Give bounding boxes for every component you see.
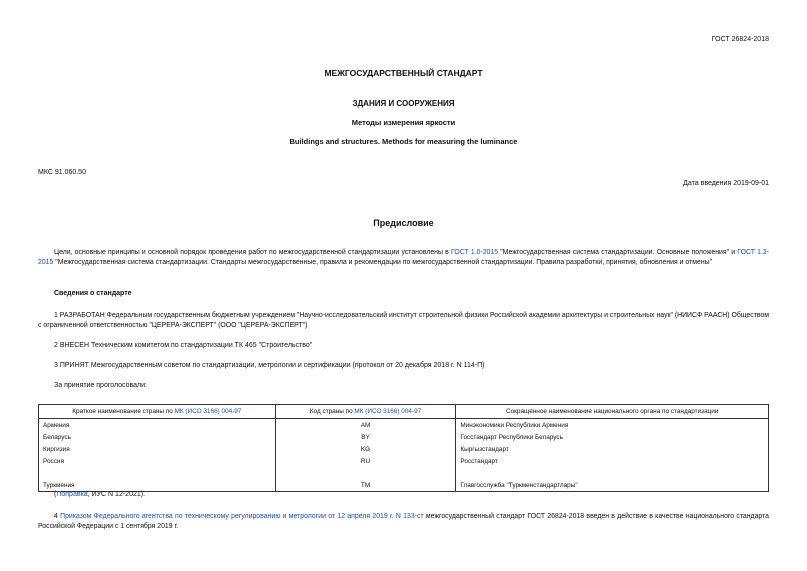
order-link[interactable]: Приказом Федерального агентства по техническому регулированию и метрологии от 12 апреля 2019 г. N 133-ст bbox=[60, 513, 424, 520]
foreword-title: Предисловие bbox=[373, 218, 434, 228]
introduction-date: Дата введения 2019-09-01 bbox=[683, 180, 769, 187]
column-header-country-text: Краткое наименование страны по bbox=[72, 408, 175, 415]
foreword-text-1: Цели, основные принципы и основной порядок проведения работ по межгосударственной стандартизации установлены в bbox=[54, 249, 451, 256]
body-cell: Госстандарт Республики Беларусь bbox=[456, 431, 769, 443]
foreword-text-3: "Межгосударственная система стандартизации. Стандарты межгосударственные, правила и рекомендации по межгосударственной стандартизации. Правила разработки, принятия, обновления и отмены" bbox=[53, 258, 713, 266]
code-cell: AM bbox=[275, 419, 456, 432]
item-2-submitted: 2 ВНЕСЕН Техническим комитетом по стандартизации ТК 465 "Строительство" bbox=[54, 342, 313, 349]
item-3-adopted: 3 ПРИНЯТ Межгосударственным советом по стандартизации, метрологии и сертификации (протокол от 20 декабря 2018 г. N 114-П) bbox=[54, 362, 485, 369]
column-header-code bbox=[275, 405, 456, 419]
body-cell: Главгосслужба "Туркменстандартлары" bbox=[456, 479, 769, 492]
item-1-developed: 1 РАЗРАБОТАН Федеральным государственным бюджетным учреждением "Научно-исследовательский институт строительной физики Российской академии архитектуры и строительных наук" (НИИСФ РААСН) Обществом с ограниченной ответственностью "ЦЕРЕРА-ЭКСПЕРТ" (ООО "ЦЕРЕРА-ЭКСПЕРТ") bbox=[38, 312, 769, 329]
country-cell: Туркмения bbox=[39, 479, 276, 492]
code-cell: BY bbox=[275, 431, 456, 443]
item-4-number: 4 bbox=[54, 513, 61, 520]
column-header-body: Сокращенное наименование национального органа по стандартизации bbox=[456, 405, 769, 419]
amendment-rest: , ИУС N 12-2021). bbox=[87, 491, 146, 498]
code-cell: TM bbox=[275, 479, 456, 492]
amendment-open-paren: ( bbox=[54, 491, 57, 498]
item-4-text: межгосударственный стандарт ГОСТ 26824-2018 введен в действие в качестве национального стандарта Российской Федерации с 1 сентября 2019 г. bbox=[38, 513, 770, 530]
document-code: ГОСТ 26824-2018 bbox=[711, 36, 769, 43]
voted-label: За принятие проголосовали: bbox=[54, 382, 147, 389]
item-4-enacted bbox=[38, 512, 769, 531]
mk-iso-3166-link[interactable]: МК (ИСО 3166) 004-97 bbox=[174, 408, 242, 415]
country-cell bbox=[39, 467, 276, 479]
document-title: ЗДАНИЯ И СООРУЖЕНИЯ bbox=[352, 99, 455, 108]
foreword-paragraph bbox=[38, 248, 769, 267]
code-cell: RU bbox=[275, 455, 456, 467]
table-row bbox=[39, 455, 769, 467]
gost-1-2-2015-link[interactable]: ГОСТ 1.2-2015 bbox=[38, 249, 770, 266]
mks-code: МКС 91.060.50 bbox=[38, 169, 86, 176]
amendment-link[interactable]: Поправка bbox=[56, 491, 88, 498]
table-row bbox=[39, 419, 769, 432]
gost-1-0-2015-link[interactable]: ГОСТ 1.0-2015 bbox=[450, 249, 499, 256]
document-title-english: Buildings and structures. Methods for measuring the luminance bbox=[289, 137, 518, 146]
amendment-note bbox=[54, 491, 145, 498]
column-header-code-text: Код страны по bbox=[309, 408, 355, 415]
body-cell: Минэкономики Республики Армения bbox=[456, 419, 769, 432]
mk-iso-3166-link[interactable]: МК (ИСО 3166) 004-97 bbox=[354, 408, 422, 415]
country-cell: Армения bbox=[39, 419, 276, 432]
table-header-row bbox=[39, 405, 769, 419]
standard-info-heading: Сведения о стандарте bbox=[54, 290, 132, 297]
country-cell: Беларусь bbox=[39, 431, 276, 443]
standard-type-heading: МЕЖГОСУДАРСТВЕННЫЙ СТАНДАРТ bbox=[324, 68, 483, 78]
document-subtitle: Методы измерения яркости bbox=[351, 118, 456, 127]
table-row bbox=[39, 443, 769, 455]
code-cell: KG bbox=[275, 443, 456, 455]
table-row bbox=[39, 467, 769, 479]
country-cell: Россия bbox=[39, 455, 276, 467]
voting-countries-table bbox=[38, 404, 769, 492]
column-header-country bbox=[39, 405, 276, 419]
foreword-text-2: "Межгосударственная система стандартизации. Основные положения" и bbox=[498, 249, 738, 256]
body-cell bbox=[456, 467, 769, 479]
body-cell: Кыргызстандарт bbox=[456, 443, 769, 455]
body-cell: Росстандарт bbox=[456, 455, 769, 467]
country-cell: Киргизия bbox=[39, 443, 276, 455]
table-row bbox=[39, 431, 769, 443]
code-cell bbox=[275, 467, 456, 479]
table-row bbox=[39, 479, 769, 492]
